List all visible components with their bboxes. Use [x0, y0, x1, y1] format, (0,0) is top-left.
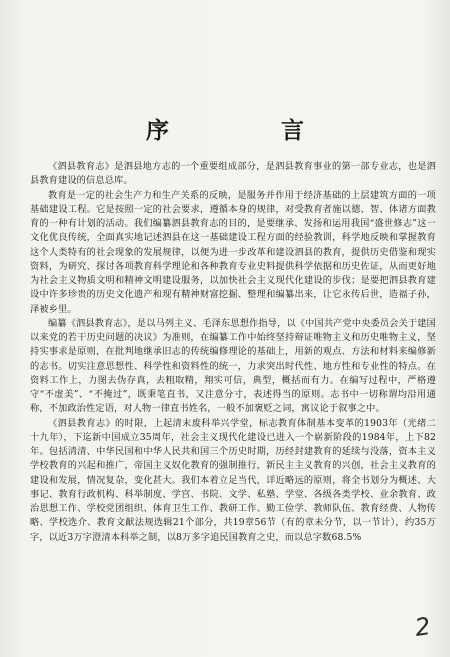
paragraph-1: 《泗县教育志》是泗县地方志的一个重要组成部分，是泗县教育事业的第一部专业志，也是泗县教育建设的信息总库。: [30, 161, 436, 187]
body-text: [30, 160, 436, 545]
paragraph-2: 教育是一定的社会生产力和生产关系的反映，是服务并作用于经济基础的上层建筑方面的一项基础建设工程。它是按照一定的社会要求，遵循本身的规律，对受教育者施以德、智、体诸方面教育的一种有计划的活动。我们编纂泗县教育志的目的，是要继承、发扬和运用我国“盛世修志”这一文化优良传统，全面真实地记述泗县在这一基础建设工程方面的经验教训，科学地反映和掌握教育这个人类特有的社会现象的发展规律，以便为进一步改革和建设泗县的教育，提供历史借鉴和现实资料，为研究、探讨各项教育科学理论和各种教育专业史料提供科学依据和历史佐证，从而更好地为社会主义物质文明和精神文明建设服务，以加快社会主义现代化建设的步伐；是要把泗县教育建设中许多珍贵的历史文化遗产和现有精神财富挖掘、整理和编纂出来，让它永传后世，造福子孙，泽被乡里。: [30, 189, 436, 315]
page-number: 2: [412, 612, 432, 642]
page-title: 序 言: [145, 117, 356, 144]
paragraph-4: 《泗县教育志》的时限，上起清末废科举兴学堂，标志教育体制基本变革的1903年（光绪二十九年），下迄新中国成立35周年，社会主义现代化建设已进入一个崭新阶段的1984年，上下82年。包括清清、中华民国和中华人民共和国三个历史时期，历经封建教育的延续与没落，资本主义学校教育的兴起和推广，帝国主义奴化教育的强制推行，新民主主义教育的兴创，社会主义教育的建设和发展，情况复杂，变化甚大。我们本着立足当代，详近略远的原则，将全书划分为概述、大事记、教育行政机构、科举制度、学宫、书院、文学、私塾、学堂、各级各类学校、业余教育、政治思想工作、学校党团组织、体育卫生工作、教研工作、勤工俭学、教师队伍、教育经费、人物传略、学校选介、教育文献法规选辑21个部分，共19章56节（有的章未分节，以一节计），约35万字，以近3万字澄清本科举之制，以8万多字追民国教育之史，而以总字数68.5%: [30, 417, 436, 543]
paragraph-3: 编纂《泗县教育志》，是以马列主义、毛泽东思想作指导，以《中国共产党中央委员会关于建国以来党的若干历史问题的决议》为准则，在编纂工作中始终坚持辩证唯物主义和历史唯物主义，坚持实事求是原则，在批判地继承旧志的传统编修理论的基础上，用新的观点、方法和材料来编修新的志书。切实注意思想性、科学性和资料性的统一，力求突出时代性、地方性和专业性的特点。在资料工作上，力图去伪存真，去粗取精，翔实可信，典型，概括而有力。在编写过程中，严格遵守“不虚美”、“不掩过”，既秉笔直书，又注意分寸，表述得当的原则。志书中一切称谓均沿用通称，不加政治性定语，对人物一律直书姓名，一般不加褒贬之词，寓议论于叙事之中。: [30, 317, 436, 415]
